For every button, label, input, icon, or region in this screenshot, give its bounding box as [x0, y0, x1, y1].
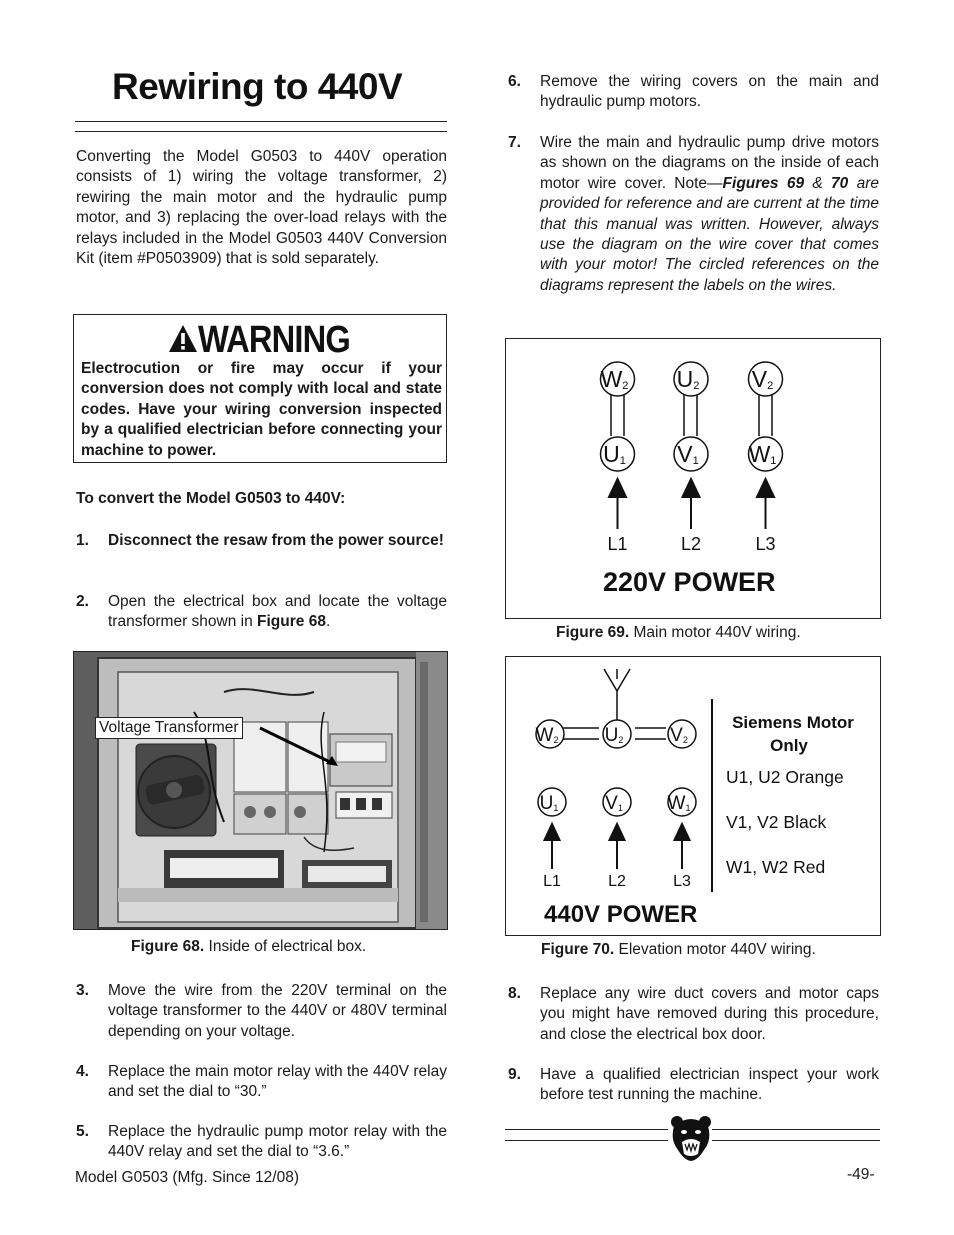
line-label-l1: L1: [543, 873, 561, 890]
terminal-label-w1: W1: [748, 441, 777, 467]
footer-rule-left-bottom: [505, 1140, 668, 1141]
step-text: Move the wire from the 220V terminal on the voltage transformer to the 440V or 480V terminal depending on your voltage.: [108, 982, 447, 1040]
procedure-heading: To convert the Model G0503 to 440V:: [76, 490, 346, 507]
step-number: 9.: [508, 1066, 521, 1083]
terminal-label-u1: U1: [539, 793, 559, 814]
electrical-box-illustration: [74, 652, 448, 930]
figure-69-wiring-svg: [506, 339, 879, 617]
power-label-220v: 220V POWER: [603, 567, 776, 597]
step-7: [508, 133, 879, 317]
terminal-label-w1: W1: [667, 793, 691, 814]
caption-label: Figure 69.: [556, 624, 630, 641]
figure-reference: Figure 68: [257, 613, 326, 631]
legend-title-line-1: Siemens Motor: [732, 713, 854, 732]
step-number: 6.: [508, 73, 521, 90]
terminal-label-v2: V2: [670, 725, 688, 746]
footer-rule-left-top: [505, 1129, 668, 1130]
footer-rule-right-top: [712, 1129, 880, 1130]
terminal-label-u2: U2: [604, 725, 624, 746]
legend-item-v: V1, V2 Black: [726, 812, 827, 832]
step-text: [540, 133, 879, 296]
step-number: 5.: [76, 1123, 89, 1140]
line-label-l1: L1: [607, 534, 628, 554]
line-label-l2: L2: [608, 873, 626, 890]
power-label-440v: 440V POWER: [544, 901, 698, 928]
step-text: Replace any wire duct covers and motor caps you might have removed during this procedure, and close the electrical box door.: [540, 985, 879, 1043]
figure-reference: Figures 69: [722, 174, 805, 192]
step-text: Remove the wiring covers on the main and hydraulic pump motors.: [540, 73, 879, 111]
page-title: Rewiring to 440V: [112, 66, 403, 107]
line-label-l2: L2: [680, 534, 702, 554]
figure-reference: 70: [831, 174, 849, 192]
caption-text: Main motor 440V wiring.: [629, 624, 801, 641]
caption-text: Elevation motor 440V wiring.: [614, 941, 816, 958]
terminal-label-w2: W2: [535, 725, 559, 746]
line-label-l3: L3: [673, 873, 691, 890]
step-9: [508, 1065, 879, 1107]
step-number: 4.: [76, 1063, 89, 1080]
legend-item-w: W1, W2 Red: [726, 857, 826, 877]
step-text-part: .: [325, 613, 331, 631]
title-rule-thick: [75, 131, 447, 132]
electrical-box-photo: [73, 651, 448, 930]
warning-text: Electrocution or fire may occur if your conversion does not comply with local and state codes. Have your wiring conversion inspected by a qualified electrician before connecting your machine to power.: [81, 360, 442, 459]
step-text-part: are provided for reference and are current at the time that this manual was written. However, always use the diagram on the wire cover that comes with your motor! The circled references on the diagrams represent the labels on the wires.: [540, 174, 879, 294]
terminal-label-v2: V2: [751, 366, 774, 392]
step-number: 2.: [76, 593, 89, 610]
warning-triangle-icon: [168, 324, 198, 354]
step-2: [76, 592, 447, 634]
step-4: [76, 1062, 447, 1104]
step-text: Replace the main motor relay with the 440V relay and set the dial to “30.”: [108, 1063, 447, 1101]
legend-title-line-2: Only: [770, 736, 808, 755]
figure-69-caption: [556, 624, 801, 642]
caption-label: Figure 68.: [131, 938, 205, 955]
figure-68-caption: [131, 938, 366, 956]
line-label-l3: L3: [755, 534, 776, 554]
figure-70-wiring-svg: [506, 657, 879, 934]
footer-model: Model G0503 (Mfg. Since 12/08): [75, 1169, 300, 1186]
callout-label: Voltage Transformer: [95, 717, 243, 739]
caption-label: Figure 70.: [541, 941, 615, 958]
step-text: Disconnect the resaw from the power source!: [108, 532, 444, 549]
figure-69-diagram: [505, 338, 881, 619]
terminal-label-w2: W2: [600, 366, 629, 392]
page-number: -49-: [847, 1166, 875, 1183]
step-text-part: Open the electrical box and locate the voltage transformer shown in: [108, 593, 447, 631]
legend-item-u: U1, U2 Orange: [726, 767, 844, 787]
step-text-part: &: [804, 174, 832, 192]
step-text: Replace the hydraulic pump motor relay with the 440V relay and set the dial to “3.6.”: [108, 1123, 447, 1161]
terminal-label-v1: V1: [605, 793, 623, 814]
intro-paragraph: Converting the Model G0503 to 440V operation consists of 1) wiring the voltage transformer, 2) rewiring the main motor and the hydraulic pump motor, and 3) replacing the over-load relays with the relays included in the Model G0503 440V Conversion Kit (item #P0503909) that is sold separately.: [76, 148, 447, 268]
step-5: [76, 1122, 447, 1164]
figure-70-diagram: [505, 656, 881, 936]
step-number: 3.: [76, 982, 89, 999]
warning-heading: WARNING: [198, 319, 350, 361]
bear-head-logo-icon: [670, 1114, 712, 1162]
title-rule-thin: [75, 121, 447, 122]
terminal-label-u2: U2: [676, 366, 700, 392]
caption-text: Inside of electrical box.: [204, 938, 367, 955]
step-number: 7.: [508, 134, 521, 151]
warning-box: [73, 314, 447, 463]
step-text: Have a qualified electrician inspect your work before test running the machine.: [540, 1066, 879, 1104]
figure-70-caption: [541, 941, 816, 959]
terminal-label-v1: V1: [677, 441, 699, 467]
footer-rule-right-bottom: [712, 1140, 880, 1141]
step-text-part: Wire the main and hydraulic pump drive motors as shown on the diagrams on the inside of each motor wire cover. Note—: [540, 134, 879, 192]
step-text: [108, 592, 447, 633]
step-number: 8.: [508, 985, 521, 1002]
step-1: [76, 531, 447, 573]
step-3: [76, 981, 447, 1043]
terminal-label-u1: U1: [603, 441, 626, 467]
step-6: [508, 72, 879, 114]
step-number: 1.: [76, 532, 89, 549]
step-8: [508, 984, 879, 1046]
